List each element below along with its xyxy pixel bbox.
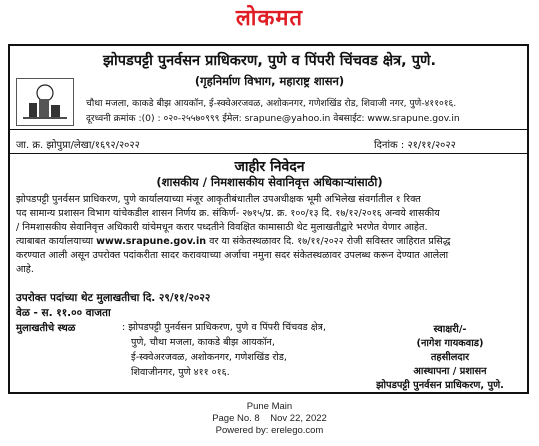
notice-body-line: पद सामान्य प्रशासन विभाग यांचेकडील शासन निर्णय क्र. संकिर्ण- २७१५/प्र. क्र. १००/१३ दि. १७/१२/२०१६ अन्वये शासकीय [16, 208, 440, 219]
signature-line: स्वाक्षरी/- [433, 324, 467, 335]
footer-edition: Pune Main [246, 401, 293, 412]
signatory-designation: तहसीलदार [430, 352, 470, 363]
notice-body-line [16, 235, 524, 249]
interview-time: वेळ - स. ११.०० वाजता [16, 307, 111, 319]
website-link[interactable]: www.srapune.gov.in [96, 236, 207, 247]
interview-date: उपरोक्त पदांच्या थेट मुलाखतीचा दि. २९/११/२०२२ [16, 292, 211, 304]
notice-subheading: (शासकीय / निमशासकीय सेवानिवृत्त अधिकाऱ्यांसाठी) [156, 175, 383, 189]
organization-department: (गृहनिर्माण विभाग, महाराष्ट्र शासन) [194, 74, 345, 88]
notice-date: दिनांक : २१/११/२०२२ [374, 140, 456, 151]
organization-logo-icon [16, 78, 74, 126]
venue-line: ई-स्क्वेअरजवळ, अशोकनगर, गणेशखिंड रोड, [131, 352, 287, 363]
signatory-name: (नागेश गायकवाड) [416, 338, 484, 349]
notice-body-line: करण्यात आली असून उपरोक्त पदांकरीता सादर करावयाच्या अर्जाचा नमुना सदर संकेतस्थळावर उपलब्ध करून देण्यात आलेला [16, 250, 449, 261]
organization-contact: दूरध्वनी क्रमांक :(0) : ०२०-२५५७०९९९ ईमेल: srapune@yahoo.in वेबसाईट: www.srapune.gov.in [86, 113, 460, 124]
notice-body-line: आहे. [16, 264, 34, 275]
footer-powered-by: Powered by: erelego.com [215, 425, 324, 436]
notice-heading: जाहीर निवेदन [234, 159, 305, 175]
footer-page-date: Page No. 8 Nov 22, 2022 [212, 413, 327, 424]
newspaper-masthead: लोकमत [235, 6, 304, 31]
signatory-organization: झोपडपट्टी पुनर्वसन प्राधिकरण, पुणे. [376, 380, 504, 391]
signatory-department: आस्थापना / प्रशासन [413, 366, 487, 377]
reference-number: जा. क्र. झोपुप्रा/लेखा/१६९२/२०२२ [16, 140, 140, 151]
venue-line: शिवाजीनगर, पुणे ४११ ०१६. [131, 367, 230, 378]
reference-divider [10, 153, 527, 154]
notice-body-text: वर या संकेतस्थळावर दि. १७/११/२०२२ रोजी सविस्तर जाहिरात प्रसिद्ध [209, 236, 451, 247]
organization-address: चौथा मजला, काकडे बीझ आयकॉन, ई-स्क्वेअरजवळ, अशोकनगर, गणेशखिंड रोड, शिवाजी नगर, पुणे-४११०१६. [86, 98, 457, 109]
venue-line: : झोपडपट्टी पुनर्वसन प्राधिकरण, पुणे व पिंपरी चिंचवड क्षेत्र, [122, 322, 326, 333]
header-divider [10, 129, 527, 130]
notice-body-line: झोपडपट्टी पुनर्वसन प्राधिकरण, पुणे कार्यालयाच्या मंजूर आकृतीबंधातील उपअधीक्षक भूमी अभिलेख संवर्गातील १ रिक्त [16, 194, 421, 205]
notice-body-text: त्याबाबत कार्यालयाच्या [16, 236, 94, 247]
notice-body-line: / निमशासकीय सेवानिवृत्त अधिकारी यांचेमधून करार पध्दतीने विवक्षित कामासाठी थेट मुलाखतीद्वारे भरणेत येणार आहेत. [16, 222, 428, 233]
organization-title: झोपडपट्टी पुनर्वसन प्राधिकरण, पुणे व पिंपरी चिंचवड क्षेत्र, पुणे. [103, 53, 436, 69]
venue-label: मुलाखतीचे स्थळ [16, 323, 76, 334]
venue-line: पुणे, चौथा मजला, काकडे बीझ आयकॉन, [131, 337, 275, 348]
